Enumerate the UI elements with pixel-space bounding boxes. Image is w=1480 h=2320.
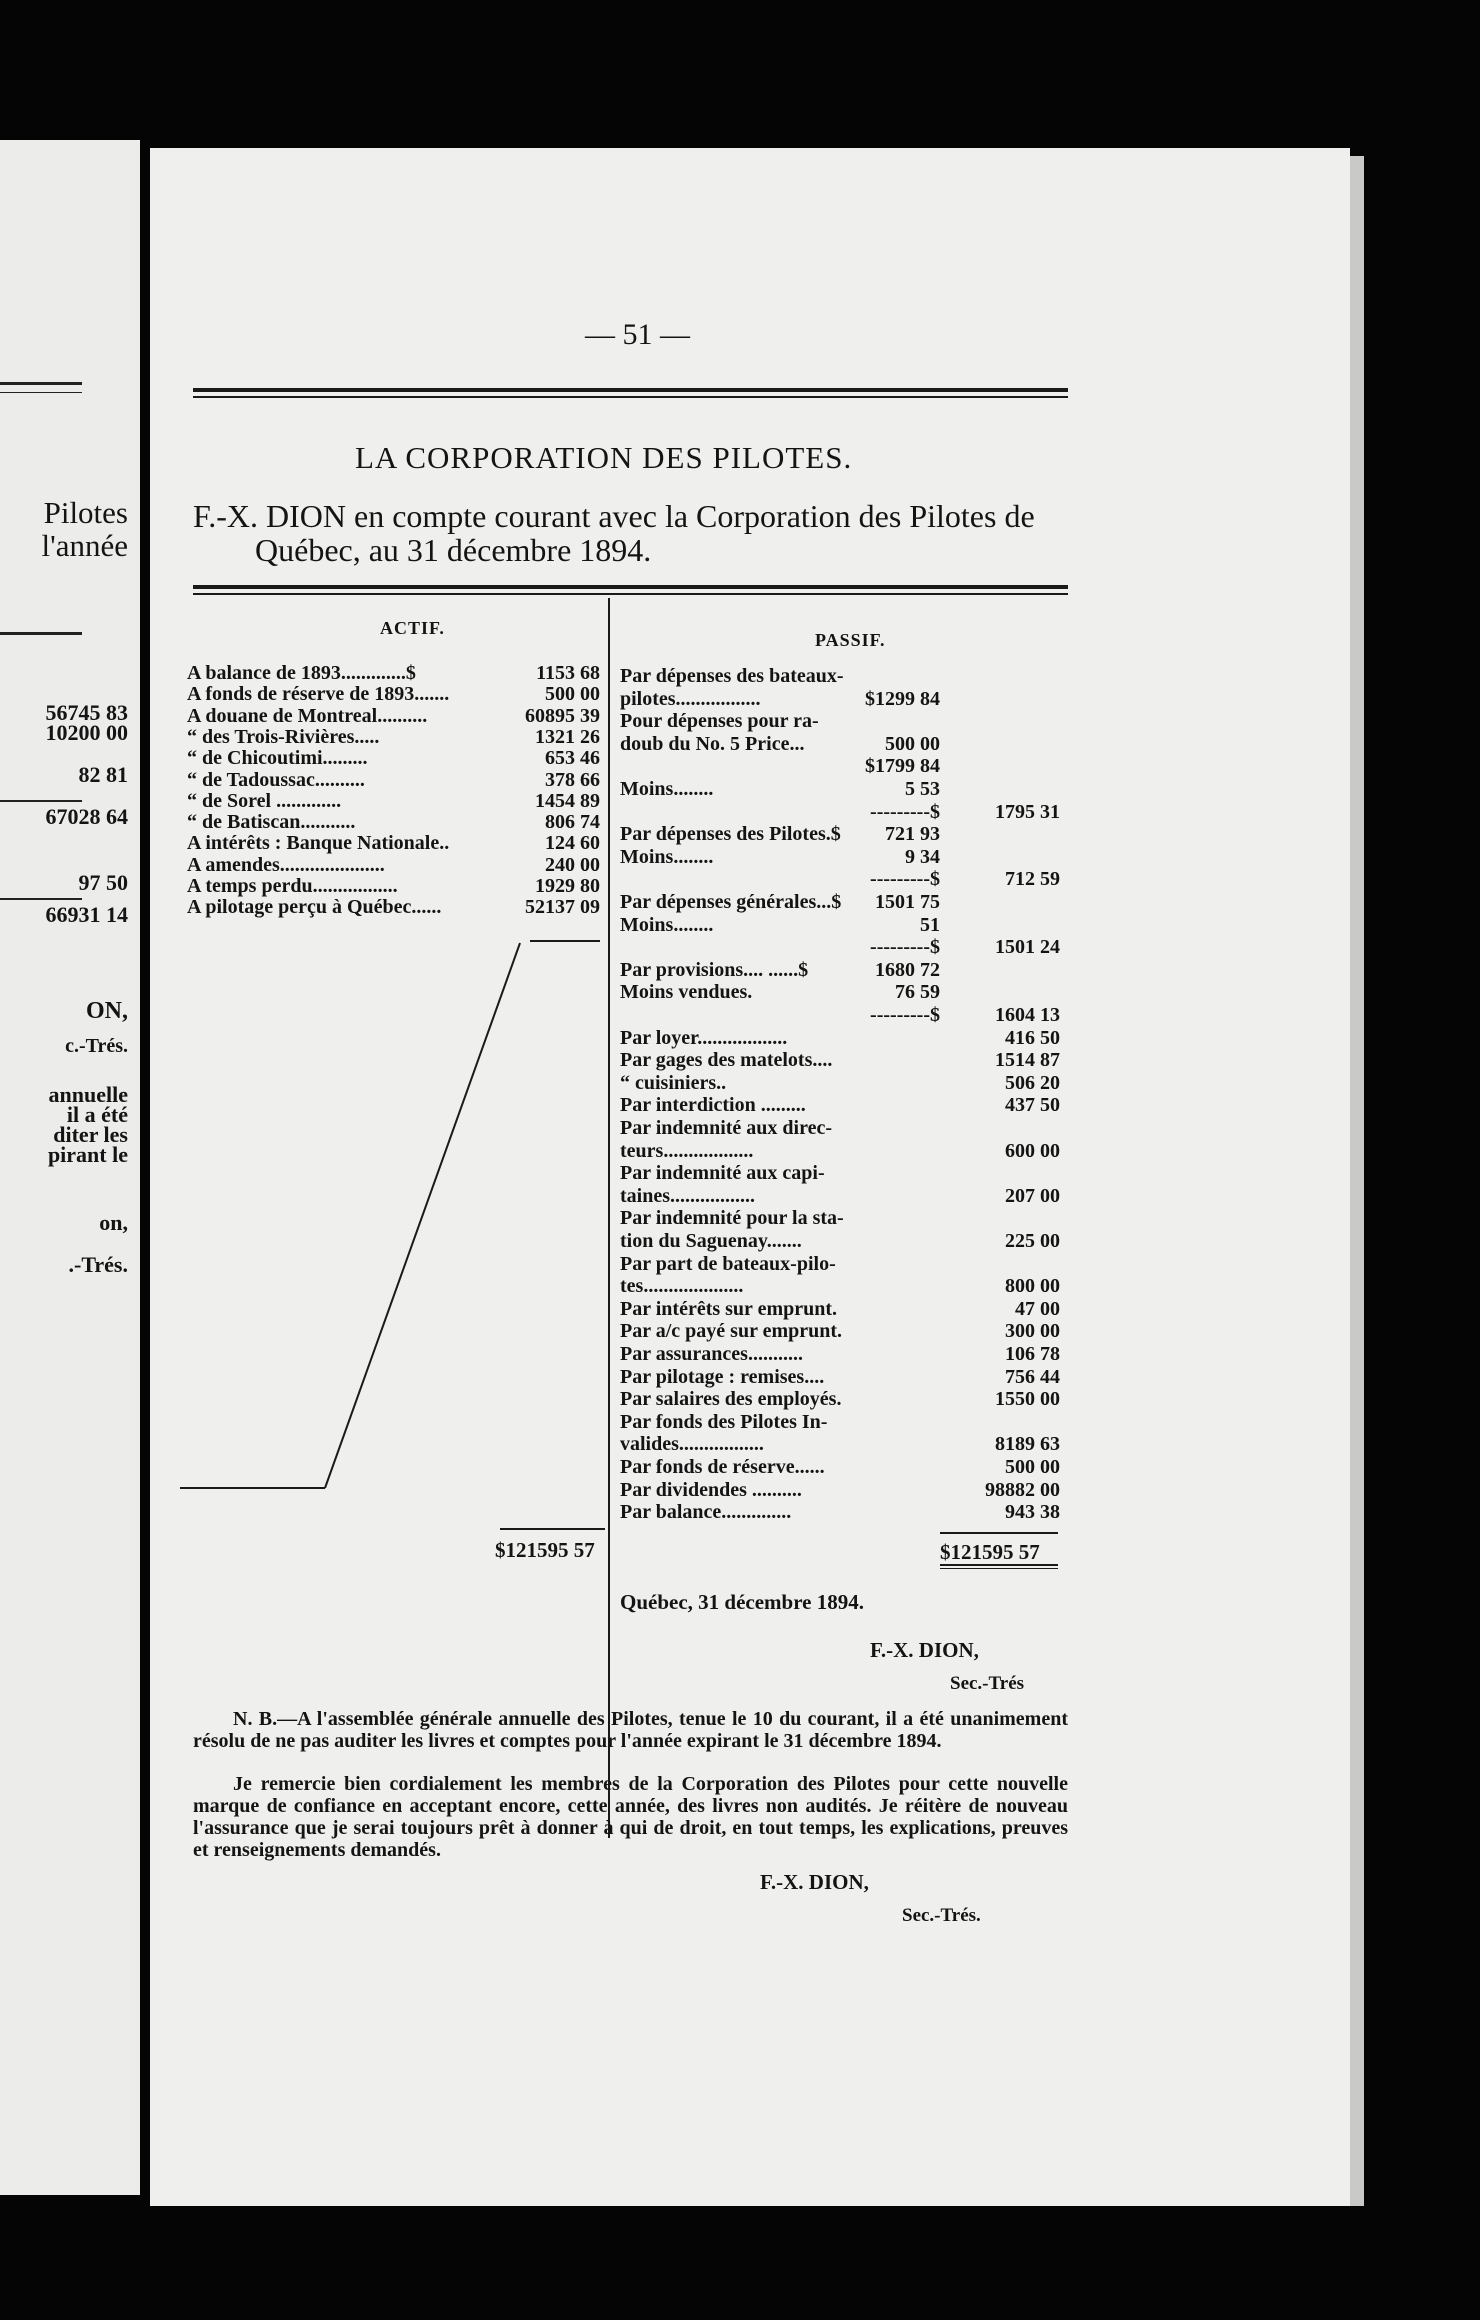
passif-line-text: Par fonds des Pilotes In- <box>620 1410 828 1433</box>
passif-line-text: Par indemnité pour la sta- <box>620 1207 844 1230</box>
fragment-text: annuelle <box>48 1082 128 1107</box>
note-paragraph-2: Je remercie bien cordialement les membres de la Corporation des Pilotes pour cette nouvelle marque de confiance en acceptant encore, cette année, des livres non audités. Je réitère de nouveau l'assurance que je serai toujours prêt à donner à qui de droit, en tout temps, les explications, preuves et renseignements demandés. <box>193 1773 1068 1861</box>
passif-line-amount: 8189 63 <box>995 1433 1060 1456</box>
passif-total-double-rule <box>940 1564 1058 1566</box>
passif-line-text: Pour dépenses pour ra- <box>620 710 819 733</box>
fragment-text: diter les <box>53 1122 128 1147</box>
actif-row-amount: 500 00 <box>545 683 600 706</box>
rule <box>0 392 82 393</box>
passif-line-text: tes.................... <box>620 1275 744 1298</box>
passif-line-subamount: 51 <box>920 913 940 936</box>
passif-line-amount: 225 00 <box>1005 1230 1060 1252</box>
actif-row-amount: 653 46 <box>545 747 600 770</box>
passif-line-subamount: 1501 75 <box>875 891 940 913</box>
page-number: — 51 — <box>585 318 690 351</box>
actif-row-amount: 124 60 <box>545 832 600 855</box>
passif-line-text: Par dépenses générales...$ <box>620 891 842 913</box>
left-page-fragment <box>0 140 140 2195</box>
rule <box>0 382 82 385</box>
fragment-text: on, <box>99 1210 128 1235</box>
actif-total-rule <box>500 1528 605 1530</box>
passif-line-text: Moins........ <box>620 778 714 800</box>
fragment-text: .-Trés. <box>68 1252 128 1277</box>
passif-line-text: Par balance.............. <box>620 1501 792 1524</box>
passif-line-amount: 1604 13 <box>995 1004 1060 1026</box>
page-title: LA CORPORATION DES PILOTES. <box>355 440 853 475</box>
actif-row-label: A pilotage perçu à Québec...... <box>187 896 442 919</box>
passif-line-amount: 1501 24 <box>995 936 1060 959</box>
note-signature-title: Sec.-Trés. <box>902 1905 981 1926</box>
fragment-text: c.-Trés. <box>65 1035 128 1057</box>
page-edge <box>1350 156 1364 2206</box>
passif-line-text: pilotes................. <box>620 687 761 710</box>
passif-line-amount: 1795 31 <box>995 800 1060 823</box>
passif-heading: PASSIF. <box>815 630 886 650</box>
passif-line-text: Moins........ <box>620 913 714 936</box>
actif-row-label: “ de Tadoussac.......... <box>187 768 365 791</box>
passif-line-text: Par fonds de réserve...... <box>620 1456 825 1478</box>
actif-row-label: “ de Batiscan........... <box>187 811 356 834</box>
fragment-amount: 10200 00 <box>45 720 128 745</box>
passif-line-amount: 416 50 <box>1005 1026 1060 1049</box>
note-signature-name: F.-X. DION, <box>760 1870 869 1894</box>
passif-line-text: Par dépenses des Pilotes.$ <box>620 823 841 846</box>
actif-row-amount: 1153 68 <box>536 662 600 684</box>
passif-total-double-rule <box>940 1568 1058 1569</box>
passif-line-amount: 506 20 <box>1005 1071 1060 1094</box>
passif-line-amount: 800 00 <box>1005 1275 1060 1298</box>
subtitle-line-1: F.-X. DION en compte courant avec la Corporation des Pilotes de <box>193 498 1035 534</box>
signature-title: Sec.-Trés <box>950 1673 1025 1694</box>
rule <box>0 800 82 802</box>
passif-line-amount: 500 00 <box>1005 1456 1060 1478</box>
actif-row-label: “ des Trois-Rivières..... <box>187 725 380 748</box>
passif-line-amount: 1514 87 <box>995 1049 1060 1072</box>
passif-line-amount: 98882 00 <box>985 1478 1060 1501</box>
passif-line-subamount: $1799 84 <box>865 755 940 778</box>
actif-row-amount: 378 66 <box>545 768 600 791</box>
passif-line-text: Moins........ <box>620 845 714 868</box>
passif-line-text: valides................. <box>620 1433 764 1456</box>
passif-line-text: Moins vendues. <box>620 981 753 1004</box>
passif-line-subamount: $1299 84 <box>865 687 940 710</box>
fragment-amount: 56745 83 <box>45 700 128 725</box>
rule <box>0 632 82 635</box>
passif-line-amount: 600 00 <box>1005 1139 1060 1162</box>
passif-line-amount: 207 00 <box>1005 1184 1060 1207</box>
passif-line-amount: 437 50 <box>1005 1094 1060 1117</box>
actif-row-amount: 1321 26 <box>535 725 600 748</box>
actif-row-amount: 1454 89 <box>535 789 600 812</box>
passif-line-subamount: 500 00 <box>885 732 940 755</box>
passif-line-amount: 943 38 <box>1005 1501 1060 1524</box>
passif-line-text: Par dépenses des bateaux- <box>620 665 844 687</box>
passif-line-subamount: 721 93 <box>885 823 940 846</box>
passif-line-subamount: ---------$ <box>870 1004 940 1026</box>
subtitle-line-2: Québec, au 31 décembre 1894. <box>255 532 652 568</box>
signature-place-date: Québec, 31 décembre 1894. <box>620 1590 864 1614</box>
fragment-text: Pilotes <box>43 495 128 530</box>
passif-line-text: Par dividendes .......... <box>620 1478 802 1501</box>
fragment-text: pirant le <box>47 1142 128 1167</box>
passif-line-subamount: 76 59 <box>895 981 940 1004</box>
passif-line-amount: 106 78 <box>1005 1343 1060 1365</box>
fragment-amount: 97 50 <box>78 870 128 895</box>
passif-line-subamount: ---------$ <box>870 800 940 823</box>
passif-line-amount: 300 00 <box>1005 1320 1060 1343</box>
actif-row-label: A balance de 1893.............$ <box>187 662 416 684</box>
actif-row-amount: 806 74 <box>545 811 600 834</box>
passif-line-subamount: ---------$ <box>870 936 940 959</box>
passif-line-amount: 1550 00 <box>995 1388 1060 1411</box>
actif-row-label: “ de Sorel ............. <box>187 789 342 812</box>
passif-line-text: teurs.................. <box>620 1139 754 1162</box>
note-paragraph-1: N. B.—A l'assemblée générale annuelle des Pilotes, tenue le 10 du courant, il a été unanimement résolu de ne pas auditer les livres et comptes pour l'année expirant le 31 décembre 1894. <box>193 1708 1068 1752</box>
rule <box>0 898 82 900</box>
signature-name: F.-X. DION, <box>870 1638 979 1662</box>
passif-line-text: doub du No. 5 Price... <box>620 732 805 755</box>
passif-line-subamount: 9 34 <box>905 845 940 868</box>
actif-row-label: A amendes..................... <box>187 853 385 876</box>
passif-line-text: Par loyer.................. <box>620 1026 788 1049</box>
fragment-text: ON, <box>86 998 128 1024</box>
document-page <box>150 148 1350 2206</box>
passif-line-text: Par indemnité aux direc- <box>620 1117 833 1139</box>
fragment-amount: 82 81 <box>78 762 128 787</box>
passif-line-text: Par a/c payé sur emprunt. <box>620 1320 843 1343</box>
actif-row-label: A douane de Montreal.......... <box>187 704 428 727</box>
actif-row-label: “ de Chicoutimi......... <box>187 747 368 770</box>
passif-line-text: Par indemnité aux capi- <box>620 1162 825 1185</box>
passif-line-text: Par intérêts sur emprunt. <box>620 1297 838 1320</box>
passif-line-subamount: 5 53 <box>905 778 940 800</box>
fragment-amount: 67028 64 <box>45 804 128 829</box>
passif-line-text: Par pilotage : remises.... <box>620 1365 825 1388</box>
fragment-text: l'année <box>41 528 128 563</box>
passif-total: $121595 57 <box>940 1540 1040 1564</box>
actif-row-amount: 1929 80 <box>535 875 600 897</box>
passif-line-subamount: 1680 72 <box>875 958 940 981</box>
passif-line-text: tion du Saguenay....... <box>620 1230 802 1252</box>
passif-line-text: Par gages des matelots.... <box>620 1049 833 1072</box>
actif-row-label: A temps perdu................. <box>187 875 398 897</box>
actif-row-label: A fonds de réserve de 1893....... <box>187 683 450 706</box>
passif-line-text: Par part de bateaux-pilo- <box>620 1252 836 1275</box>
passif-line-amount: 756 44 <box>1005 1365 1060 1388</box>
actif-row-label: A intérêts : Banque Nationale.. <box>187 832 450 855</box>
fragment-text: il a été <box>66 1102 128 1127</box>
passif-line-text: Par interdiction ......... <box>620 1094 806 1117</box>
passif-line-text: “ cuisiniers.. <box>620 1071 727 1094</box>
actif-row-amount: 52137 09 <box>525 896 600 919</box>
fragment-amount: 66931 14 <box>45 902 128 927</box>
passif-total-rule <box>940 1532 1058 1534</box>
passif-line-text: taines................. <box>620 1184 755 1207</box>
passif-line-amount: 712 59 <box>1005 868 1060 891</box>
passif-line-text: Par salaires des employés. <box>620 1388 842 1411</box>
actif-total: $121595 57 <box>495 1538 595 1562</box>
passif-line-subamount: ---------$ <box>870 868 940 891</box>
passif-line-text: Par provisions.... ......$ <box>620 958 809 981</box>
actif-row-amount: 60895 39 <box>525 704 600 727</box>
passif-line-amount: 47 00 <box>1015 1297 1060 1320</box>
actif-heading: ACTIF. <box>380 618 445 638</box>
passif-line-text: Par assurances........... <box>620 1343 803 1365</box>
actif-row-amount: 240 00 <box>545 853 600 876</box>
